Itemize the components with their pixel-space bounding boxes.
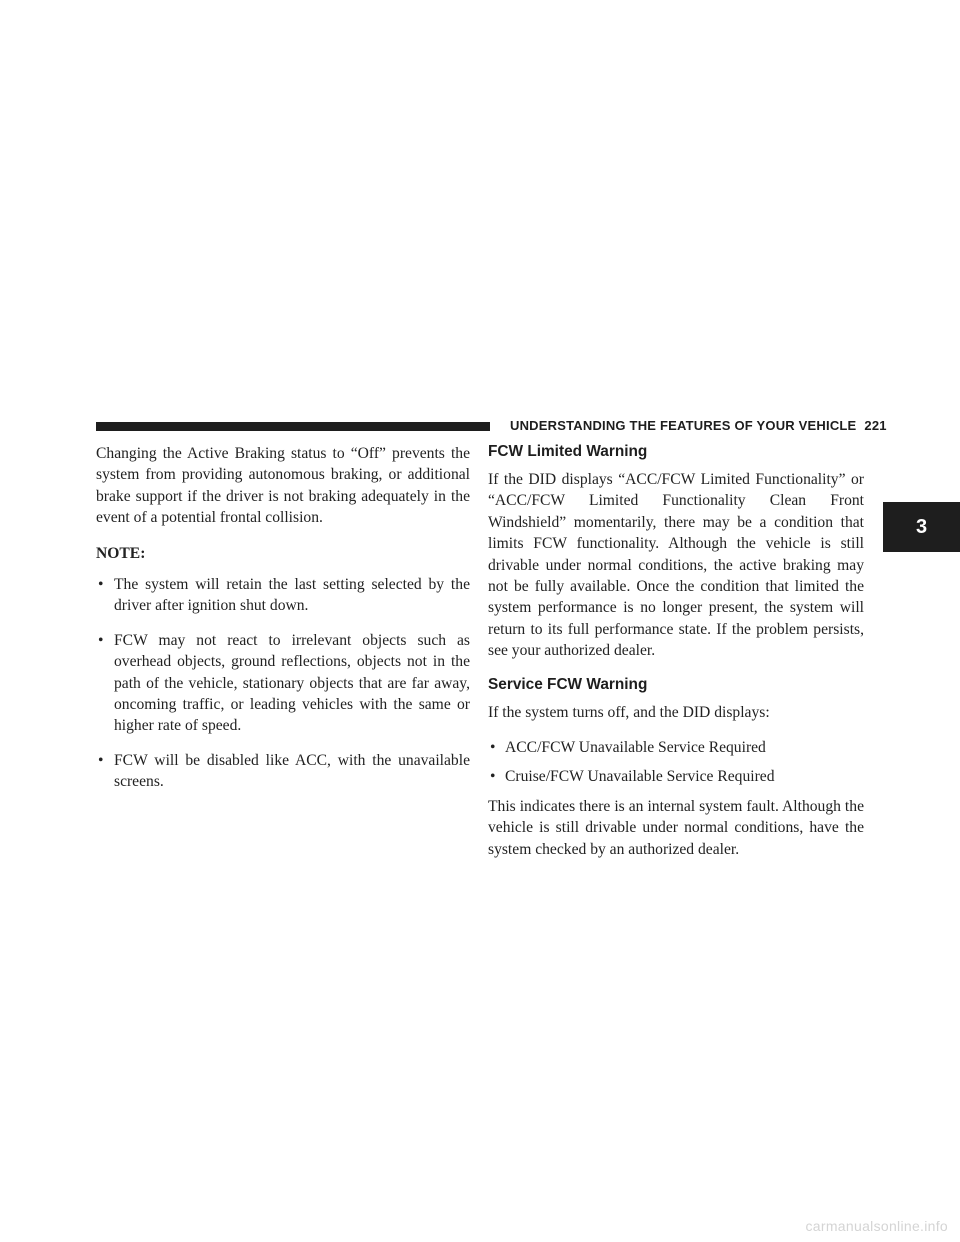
running-header — [510, 418, 887, 433]
note-list — [96, 574, 470, 793]
page-number: 221 — [864, 418, 887, 433]
service-body-paragraph: This indicates there is an internal system fault. Although the vehicle is still drivable under normal conditions, have the system checked by an authorized dealer. — [488, 797, 864, 858]
service-intro-paragraph: If the system turns off, and the DID displays: — [488, 703, 770, 721]
fcw-limited-heading: FCW Limited Warning — [488, 443, 648, 460]
service-fcw-heading: Service FCW Warning — [488, 675, 648, 693]
section-title: UNDERSTANDING THE FEATURES OF YOUR VEHICLE — [510, 418, 857, 433]
list-item: • ACC/FCW Unavailable Service Required — [490, 739, 766, 757]
list-item: • FCW may not react to irrelevant objects such as overhead objects, ground reflections, objects not in the path of the vehicle, stationary objects that are far away, oncoming traffic, or leading vehicles with the same or higher rate of speed. — [98, 631, 470, 735]
list-item: • FCW will be disabled like ACC, with the unavailable screens. — [98, 751, 470, 791]
chapter-tab: 3 — [883, 502, 960, 552]
left-column — [96, 443, 470, 806]
service-list — [488, 737, 864, 788]
fcw-limited-paragraph: If the DID displays “ACC/FCW Limited Functionality” or “ACC/FCW Limited Functionality Clean Front Windshield” momentarily, there may be a condition that limits FCW functionality. Although the vehicle is still drivable under normal conditions, the active braking may not be fully available. Once the condition that limited the system performance is no longer present, the system will return to its full performance state. If the problem persists, see your authorized dealer. — [488, 471, 864, 660]
list-item: • Cruise/FCW Unavailable Service Required — [490, 768, 775, 786]
list-item: • The system will retain the last setting selected by the driver after ignition shut down. — [98, 576, 470, 615]
note-label: NOTE: — [96, 544, 146, 562]
header-rule — [96, 422, 490, 431]
intro-paragraph: Changing the Active Braking status to “Off” prevents the system from providing autonomous braking, or additional brake support if the driver is not braking adequately in the event of a potential frontal collision. — [96, 445, 470, 527]
right-column — [488, 443, 864, 860]
watermark: carmanualsonline.info — [805, 1218, 948, 1234]
